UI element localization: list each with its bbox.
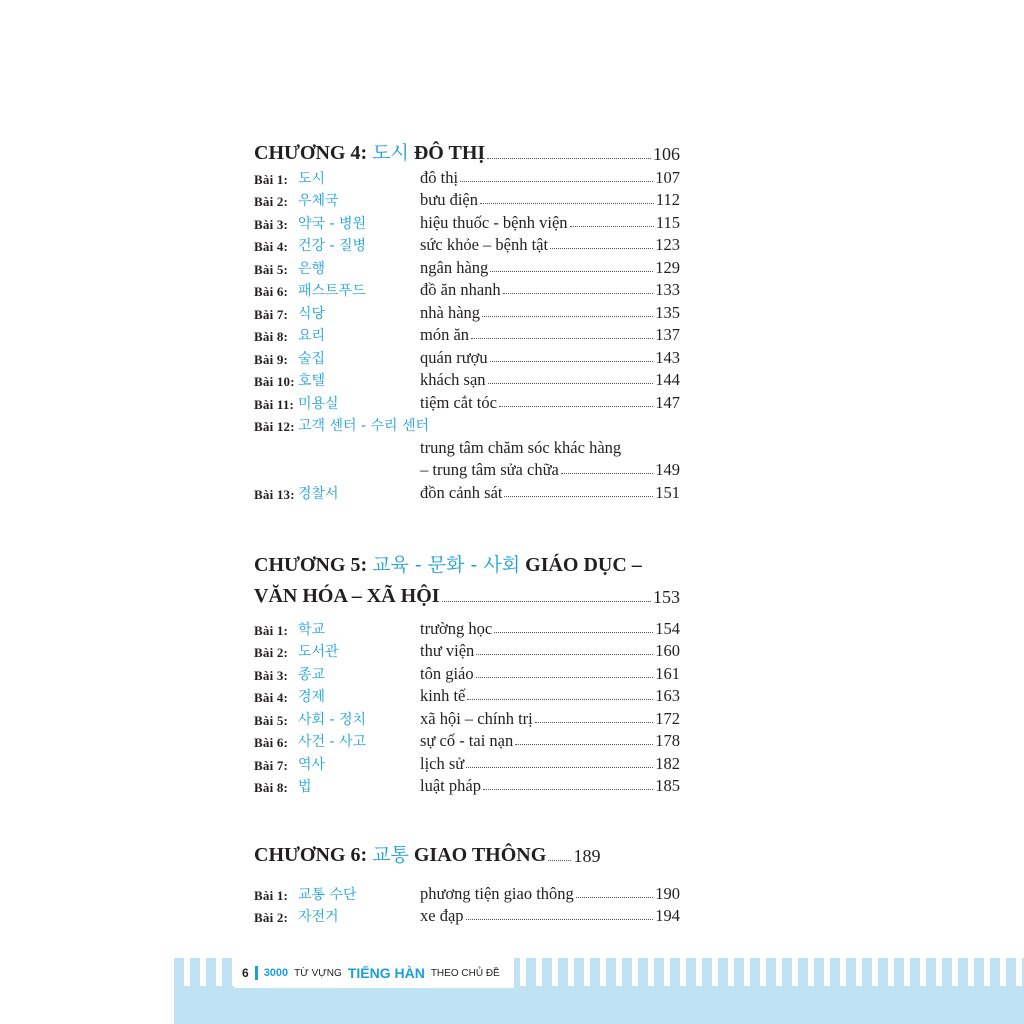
chapter-page: 189	[573, 846, 601, 866]
list-item	[254, 300, 680, 323]
lesson-list	[254, 881, 680, 926]
lesson-page: 137	[655, 325, 680, 344]
book-title-part-1: TỪ VỰNG	[294, 967, 342, 979]
lesson-label: Bài 4:	[254, 239, 289, 254]
dot-leader	[466, 919, 654, 920]
lesson-label: Bài 5:	[254, 261, 289, 277]
list-item	[254, 255, 680, 278]
lesson-vietnamese: tôn giáo	[420, 663, 474, 683]
dot-leader	[442, 601, 651, 602]
divider	[255, 966, 258, 980]
list-item	[254, 188, 680, 211]
lesson-page: 151	[655, 482, 680, 502]
chapter-page: 106	[653, 144, 680, 164]
lesson-label: Bài 10:	[254, 374, 295, 389]
lesson-korean: 우체국	[298, 193, 339, 209]
chapter-vietnamese: ĐÔ THỊ	[413, 142, 486, 164]
lesson-page: 149	[655, 460, 680, 479]
lesson-list	[254, 165, 680, 503]
lesson-vietnamese: ngân hàng	[420, 257, 489, 277]
dot-leader	[471, 338, 653, 339]
lesson-korean: 경제	[298, 689, 326, 705]
lesson-label: Bài 8:	[254, 329, 289, 344]
chapter-heading	[254, 549, 680, 577]
lesson-label: Bài 1:	[254, 622, 289, 638]
lesson-label: Bài 4:	[254, 690, 289, 705]
chapter-vietnamese: GIAO THÔNG	[413, 844, 547, 866]
dot-leader	[548, 860, 571, 861]
lesson-korean: 사건 - 사고	[298, 734, 367, 750]
lesson-label: Bài 6:	[254, 284, 289, 299]
lesson-label: Bài 5:	[254, 712, 289, 728]
lesson-label: Bài 11:	[254, 396, 295, 412]
lesson-vietnamese: kinh tế	[420, 686, 466, 705]
dot-leader	[515, 744, 653, 745]
lesson-vietnamese: khách sạn	[420, 370, 486, 389]
lesson-korean: 약국 - 병원	[298, 215, 367, 232]
lesson-label: Bài 3:	[254, 667, 289, 683]
chapter-korean: 교육 - 문화 - 사회	[372, 554, 521, 576]
chapter-heading-line2	[254, 580, 680, 608]
dot-leader	[570, 226, 654, 227]
lesson-vietnamese: lịch sử	[420, 753, 465, 773]
lesson-page: 112	[655, 190, 680, 209]
lesson-page: 129	[655, 257, 680, 277]
lesson-label: Bài 6:	[254, 735, 289, 750]
lesson-vietnamese: nhà hàng	[420, 302, 481, 322]
lesson-vietnamese: sức khỏe – bệnh tật	[420, 235, 549, 254]
lesson-label: Bài 2:	[254, 645, 289, 660]
lesson-vietnamese-line1: trung tâm chăm sóc khác hàng	[420, 437, 622, 457]
dot-leader	[487, 158, 651, 159]
lesson-page: 115	[655, 212, 680, 232]
lesson-korean: 교통 수단	[298, 886, 357, 903]
footer-label	[234, 958, 514, 988]
list-item	[254, 661, 680, 684]
lesson-list	[254, 616, 680, 796]
dot-leader	[561, 473, 653, 474]
book-number: 3000	[263, 967, 289, 979]
dot-leader	[504, 496, 653, 497]
lesson-vietnamese: tiệm cắt tóc	[420, 392, 497, 412]
chapter-heading	[254, 139, 680, 165]
lesson-page: 144	[655, 370, 680, 389]
lesson-korean: 은행	[298, 260, 326, 277]
lesson-label: Bài 1:	[254, 887, 289, 903]
dot-leader	[467, 699, 653, 700]
list-item	[254, 480, 680, 503]
book-title-highlight: TIẾNG HÀN	[347, 965, 425, 981]
lesson-korean: 도시	[298, 170, 326, 187]
lesson-page: 123	[655, 235, 680, 254]
list-item	[254, 684, 680, 707]
lesson-korean: 경찰서	[298, 485, 339, 502]
list-item	[254, 413, 680, 436]
list-item	[254, 210, 680, 233]
lesson-vietnamese: đồ ăn nhanh	[420, 280, 501, 299]
lesson-page: 163	[655, 686, 680, 705]
dot-leader	[576, 897, 653, 898]
lesson-label: Bài 2:	[254, 910, 289, 925]
lesson-label: Bài 1:	[254, 171, 289, 187]
dot-leader	[499, 406, 653, 407]
chapter-6	[254, 841, 680, 926]
lesson-vietnamese: luật pháp	[420, 776, 481, 795]
dot-leader	[480, 203, 654, 204]
list-item	[254, 345, 680, 368]
lesson-korean: 종교	[298, 666, 326, 683]
list-item	[254, 165, 680, 188]
list-item	[254, 706, 680, 729]
lesson-label: Bài 9:	[254, 351, 289, 367]
lesson-vietnamese: xe đạp	[420, 906, 464, 925]
list-item	[254, 751, 680, 774]
chapter-4	[254, 139, 680, 503]
list-item	[254, 368, 680, 391]
dot-leader	[494, 632, 653, 633]
lesson-vietnamese: xã hội – chính trị	[420, 708, 533, 728]
lesson-vietnamese: hiệu thuốc - bệnh viện	[420, 212, 568, 232]
lesson-korean: 자전거	[298, 909, 339, 925]
list-item	[254, 435, 680, 458]
lesson-page: 194	[655, 906, 680, 925]
lesson-page: 133	[655, 280, 680, 299]
dot-leader	[503, 293, 654, 294]
lesson-label: Bài 7:	[254, 306, 289, 322]
chapter-title: CHƯƠNG 5:	[254, 554, 368, 576]
lesson-vietnamese: món ăn	[420, 325, 470, 344]
dot-leader	[476, 677, 654, 678]
lesson-label: Bài 13:	[254, 486, 295, 502]
page-footer	[174, 958, 1024, 1024]
dot-leader	[550, 248, 653, 249]
chapter-title: CHƯƠNG 4:	[254, 142, 368, 164]
lesson-page: 161	[655, 663, 680, 683]
dot-leader	[483, 789, 653, 790]
dot-leader	[535, 722, 654, 723]
lesson-page: 178	[655, 731, 680, 750]
lesson-korean: 건강 - 질병	[298, 238, 367, 254]
lesson-label: Bài 7:	[254, 757, 289, 773]
lesson-label: Bài 3:	[254, 216, 289, 232]
book-title-part-2: THEO CHỦ ĐỀ	[430, 967, 500, 979]
lesson-vietnamese: phương tiện giao thông	[420, 883, 574, 903]
lesson-label: Bài 12:	[254, 419, 295, 434]
list-item	[254, 233, 680, 256]
chapter-title: CHƯƠNG 6:	[254, 844, 368, 866]
list-item	[254, 904, 680, 927]
lesson-korean: 호텔	[298, 373, 326, 389]
footer-band	[174, 986, 1024, 1024]
dot-leader	[466, 767, 653, 768]
lesson-page: 172	[655, 708, 680, 728]
dot-leader	[488, 383, 654, 384]
lesson-korean: 역사	[298, 756, 326, 773]
chapter-heading	[254, 841, 670, 867]
list-item	[254, 390, 680, 413]
list-item	[254, 458, 680, 481]
chapter-5	[254, 549, 680, 796]
lesson-page: 107	[655, 167, 680, 187]
lesson-page: 190	[655, 883, 680, 903]
chapter-vietnamese: GIÁO DỤC –	[525, 554, 642, 576]
lesson-vietnamese: bưu điện	[420, 190, 478, 209]
lesson-vietnamese: quán rượu	[420, 347, 488, 367]
list-item	[254, 881, 680, 904]
lesson-page: 154	[655, 618, 680, 638]
lesson-label: Bài 8:	[254, 780, 289, 795]
dot-leader	[482, 316, 653, 317]
list-item	[254, 729, 680, 752]
chapter-vietnamese-line2: VĂN HÓA – XÃ HỘI	[254, 585, 440, 607]
lesson-korean: 학교	[298, 621, 326, 638]
lesson-vietnamese: sự cố - tai nạn	[420, 731, 514, 750]
lesson-vietnamese: đồn cảnh sát	[420, 482, 503, 502]
lesson-page: 143	[655, 347, 680, 367]
lesson-korean: 도서관	[298, 644, 339, 660]
dot-leader	[460, 181, 653, 182]
lesson-vietnamese: thư viện	[420, 641, 475, 660]
lesson-korean: 패스트푸드	[298, 283, 366, 299]
lesson-vietnamese: – trung tâm sửa chữa	[420, 460, 559, 479]
lesson-korean: 요리	[298, 328, 326, 344]
lesson-page: 182	[655, 753, 680, 773]
chapter-page: 153	[653, 587, 680, 607]
dot-leader	[490, 271, 653, 272]
lesson-korean: 술집	[298, 350, 326, 367]
list-item	[254, 774, 680, 797]
page-number: 6	[242, 966, 249, 980]
list-item	[254, 323, 680, 346]
chapter-korean: 교통	[372, 844, 409, 866]
lesson-label: Bài 2:	[254, 194, 289, 209]
lesson-vietnamese: đô thị	[420, 167, 459, 187]
chapter-korean: 도시	[372, 142, 409, 164]
list-item	[254, 639, 680, 662]
lesson-page: 147	[655, 392, 680, 412]
dot-leader	[490, 361, 654, 362]
lesson-korean: 식당	[298, 305, 326, 322]
lesson-korean: 사회 - 정치	[298, 711, 367, 728]
list-item	[254, 278, 680, 301]
lesson-korean: 미용실	[298, 395, 339, 412]
lesson-korean: 고객 센터 - 수리 센터	[298, 418, 430, 434]
list-item	[254, 616, 680, 639]
lesson-page: 185	[655, 776, 680, 795]
dot-leader	[476, 654, 653, 655]
lesson-page: 135	[655, 302, 680, 322]
lesson-page: 160	[655, 641, 680, 660]
lesson-vietnamese: trường học	[420, 618, 493, 638]
lesson-korean: 법	[298, 779, 312, 795]
